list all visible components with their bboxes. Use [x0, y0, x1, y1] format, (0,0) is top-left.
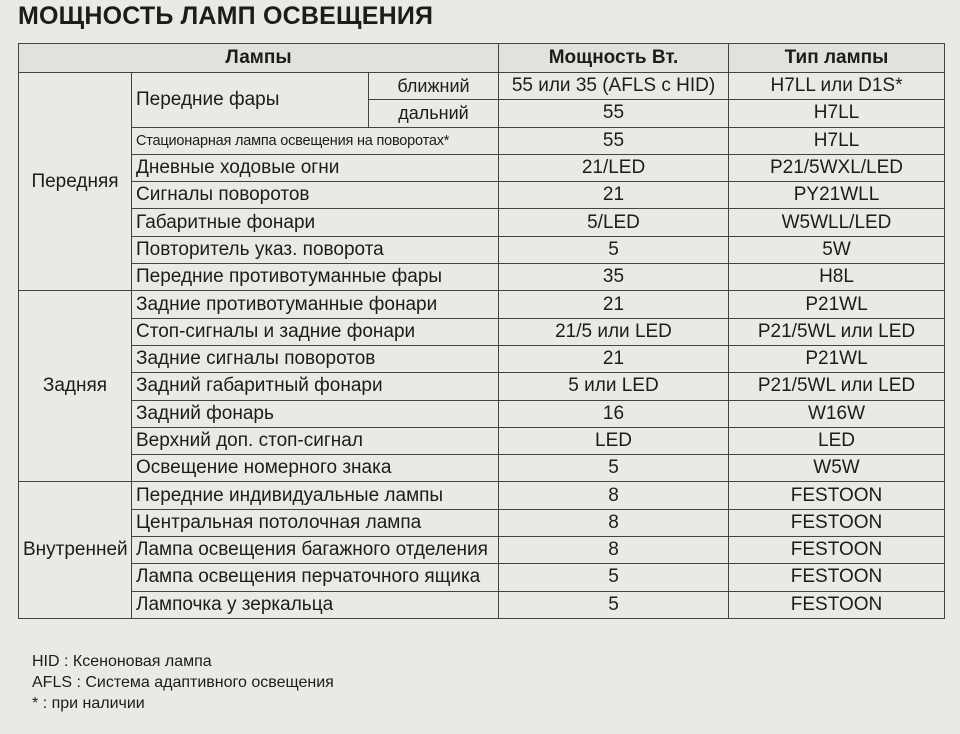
table-header-row	[19, 44, 945, 73]
type-cell: FESTOON	[729, 509, 945, 536]
type-cell: 5W	[729, 236, 945, 263]
type-cell: H8L	[729, 264, 945, 291]
group-interior-label: Внутренней	[19, 482, 132, 618]
table-row	[19, 318, 945, 345]
power-cell: 5/LED	[499, 209, 729, 236]
power-cell: 5	[499, 591, 729, 618]
type-cell: FESTOON	[729, 564, 945, 591]
lamp-name: Задние сигналы поворотов	[132, 345, 499, 372]
headlights-low-label: ближний	[369, 73, 499, 100]
type-cell: P21/5WXL/LED	[729, 154, 945, 181]
power-cell: 21/5 или LED	[499, 318, 729, 345]
power-cell: 35	[499, 264, 729, 291]
lamp-name: Лампа освещения багажного отделения	[132, 537, 499, 564]
table-row	[19, 373, 945, 400]
headlights-name: Передние фары	[132, 73, 369, 128]
headlights-high-label: дальний	[369, 100, 499, 127]
table-row	[19, 236, 945, 263]
power-cell: 8	[499, 537, 729, 564]
type-cell: H7LL	[729, 127, 945, 154]
type-cell: PY21WLL	[729, 182, 945, 209]
lamp-power-table	[18, 43, 945, 619]
table-row	[19, 564, 945, 591]
header-power: Мощность Вт.	[499, 44, 729, 73]
table-row	[19, 400, 945, 427]
footnote-optional: * : при наличии	[32, 695, 145, 712]
type-cell: P21/5WL или LED	[729, 318, 945, 345]
lamp-name: Габаритные фонари	[132, 209, 499, 236]
type-cell: FESTOON	[729, 591, 945, 618]
power-cell: 55	[499, 127, 729, 154]
table-row	[19, 182, 945, 209]
lamp-name: Центральная потолочная лампа	[132, 509, 499, 536]
table-row	[19, 591, 945, 618]
power-cell: 5 или LED	[499, 373, 729, 400]
page-title: МОЩНОСТЬ ЛАМП ОСВЕЩЕНИЯ	[18, 2, 434, 30]
header-type: Тип лампы	[729, 44, 945, 73]
table-row	[19, 291, 945, 318]
power-cell: 21	[499, 182, 729, 209]
footnote-hid: HID : Ксеноновая лампа	[32, 653, 212, 670]
lamp-name: Сигналы поворотов	[132, 182, 499, 209]
table-row	[19, 154, 945, 181]
power-cell: 5	[499, 564, 729, 591]
lamp-name: Верхний доп. стоп-сигнал	[132, 427, 499, 454]
power-cell: 21	[499, 345, 729, 372]
type-cell: FESTOON	[729, 537, 945, 564]
group-rear-label: Задняя	[19, 291, 132, 482]
power-cell: LED	[499, 427, 729, 454]
type-cell: H7LL или D1S*	[729, 73, 945, 100]
header-lamps: Лампы	[19, 44, 499, 73]
lamp-name: Передние противотуманные фары	[132, 264, 499, 291]
lamp-name: Стоп-сигналы и задние фонари	[132, 318, 499, 345]
footnote-afls: AFLS : Система адаптивного освещения	[32, 674, 334, 691]
lamp-name: Задний фонарь	[132, 400, 499, 427]
type-cell: LED	[729, 427, 945, 454]
lamp-name: Лампочка у зеркальца	[132, 591, 499, 618]
lamp-name: Дневные ходовые огни	[132, 154, 499, 181]
lamp-name: Задние противотуманные фонари	[132, 291, 499, 318]
table-row	[19, 427, 945, 454]
power-cell: 55	[499, 100, 729, 127]
type-cell: W5W	[729, 455, 945, 482]
power-cell: 8	[499, 482, 729, 509]
power-cell: 55 или 35 (AFLS с HID)	[499, 73, 729, 100]
lamp-name: Освещение номерного знака	[132, 455, 499, 482]
lamp-name: Лампа освещения перчаточного ящика	[132, 564, 499, 591]
table-row	[19, 345, 945, 372]
table-row	[19, 455, 945, 482]
type-cell: H7LL	[729, 100, 945, 127]
power-cell: 5	[499, 455, 729, 482]
group-front-label: Передняя	[19, 73, 132, 291]
lamp-name: Повторитель указ. поворота	[132, 236, 499, 263]
table-row	[19, 264, 945, 291]
footnotes	[32, 651, 334, 714]
lamp-name: Задний габаритный фонари	[132, 373, 499, 400]
table-row	[19, 482, 945, 509]
lamp-name: Стационарная лампа освещения на поворотах*	[132, 127, 499, 154]
table-row	[19, 537, 945, 564]
power-cell: 21	[499, 291, 729, 318]
table-row	[19, 509, 945, 536]
power-cell: 21/LED	[499, 154, 729, 181]
table-row	[19, 127, 945, 154]
type-cell: W16W	[729, 400, 945, 427]
table-row	[19, 209, 945, 236]
table-row	[19, 73, 945, 100]
type-cell: W5WLL/LED	[729, 209, 945, 236]
type-cell: P21/5WL или LED	[729, 373, 945, 400]
power-cell: 8	[499, 509, 729, 536]
lamp-name: Передние индивидуальные лампы	[132, 482, 499, 509]
type-cell: P21WL	[729, 291, 945, 318]
power-cell: 16	[499, 400, 729, 427]
power-cell: 5	[499, 236, 729, 263]
type-cell: P21WL	[729, 345, 945, 372]
type-cell: FESTOON	[729, 482, 945, 509]
